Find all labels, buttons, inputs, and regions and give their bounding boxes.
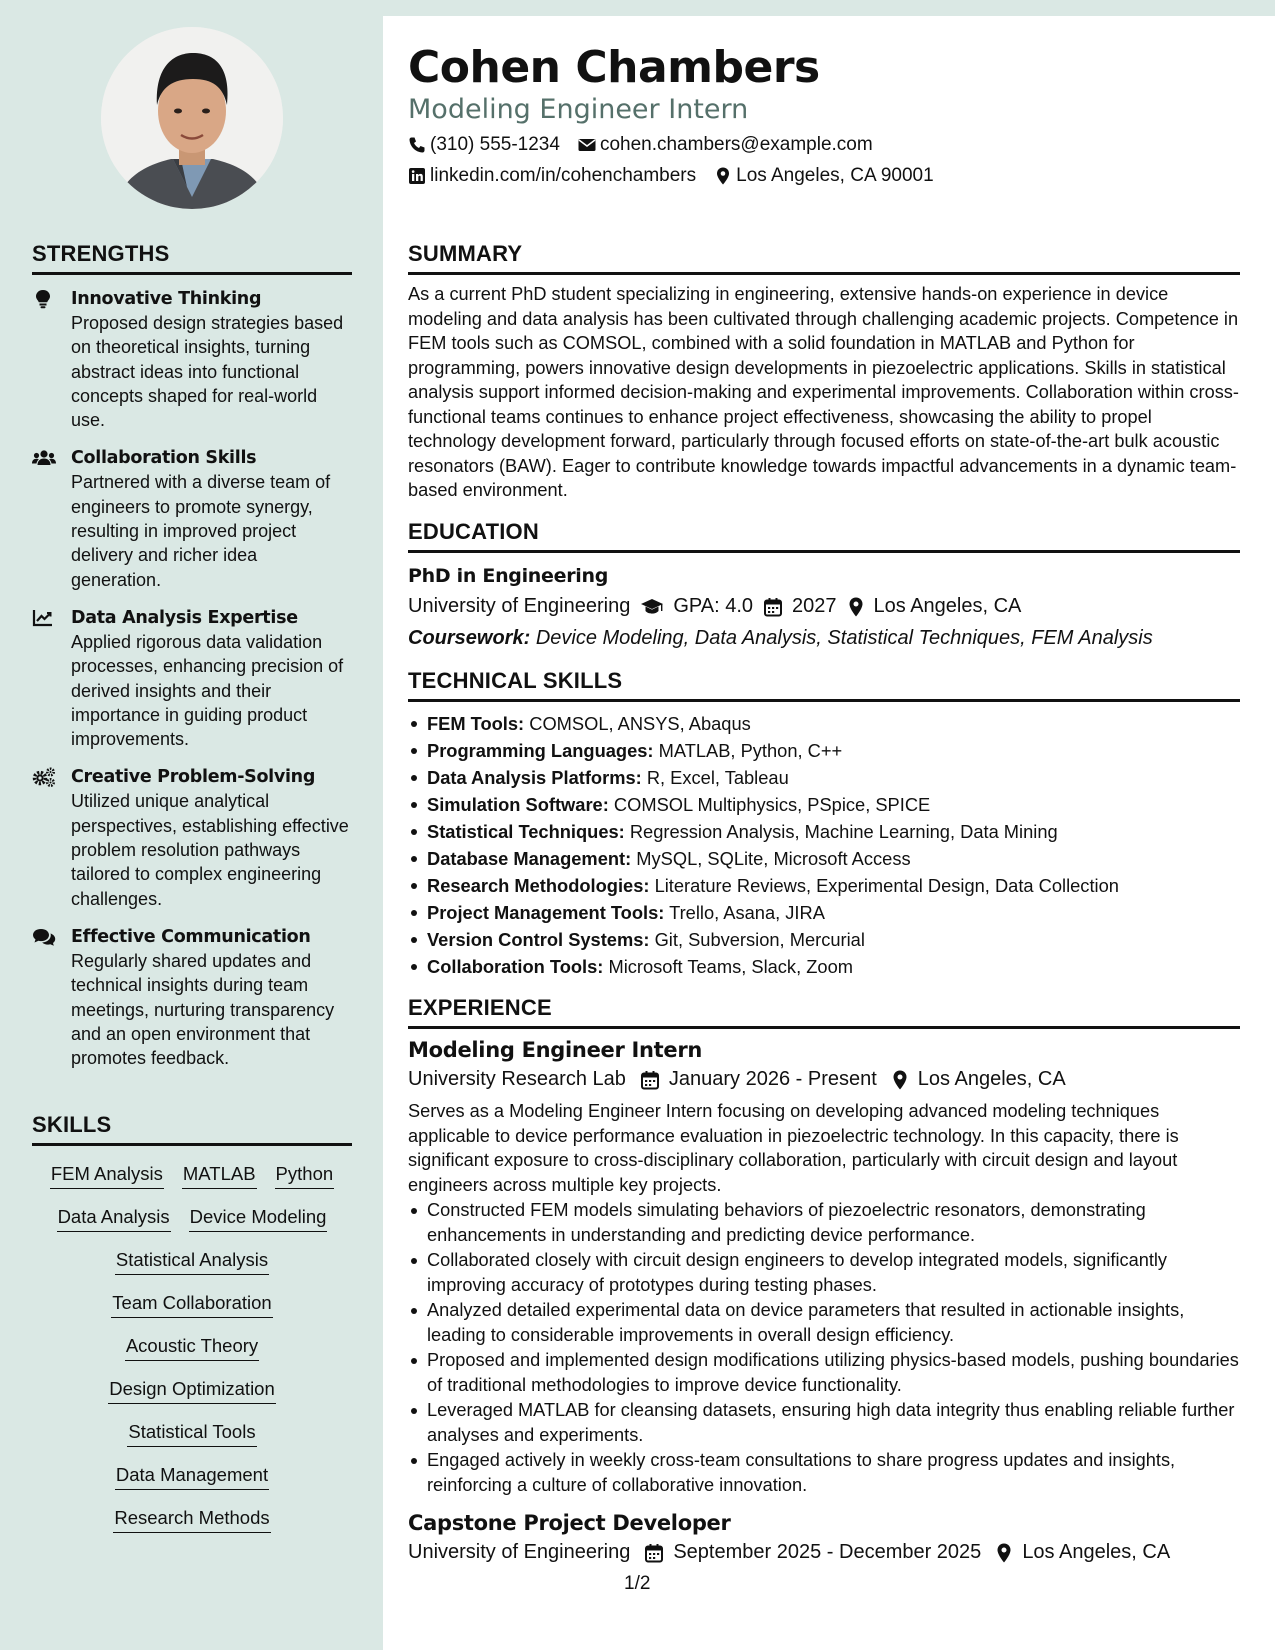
skill-tag: FEM Analysis xyxy=(50,1161,164,1189)
coursework-text: Device Modeling, Data Analysis, Statistical Techniques, FEM Analysis xyxy=(535,627,1153,649)
list-item: Leveraged MATLAB for cleansing datasets, ensuring high data integrity thus enabling reliable further analyses and experiments. xyxy=(408,1398,1240,1447)
graduation-year: 2027 xyxy=(792,595,837,617)
skill-value: Regression Analysis, Machine Learning, Data Mining xyxy=(629,821,1058,842)
linkedin-icon xyxy=(408,167,426,185)
strength-title: Innovative Thinking xyxy=(71,289,262,309)
job-org: University of Engineering xyxy=(408,1541,631,1563)
skill-value: Trello, Asana, JIRA xyxy=(669,902,825,923)
strength-desc: Utilized unique analytical perspectives, establishing effective problem resolution pathways tailored to complex engineering challenges. xyxy=(71,791,349,909)
school-name: University of Engineering xyxy=(408,595,631,617)
strength-desc: Regularly shared updates and technical insights during team meetings, nurturing transparency and an open environment that promotes feedback. xyxy=(71,950,335,1069)
skill-label: Project Management Tools: xyxy=(427,902,665,923)
map-pin-icon xyxy=(714,167,732,185)
education-section xyxy=(408,519,1240,650)
strength-title: Effective Communication xyxy=(71,926,311,947)
strength-desc: Partnered with a diverse team of engineers to promote synergy, resulting in improved project delivery and richer idea generation. xyxy=(71,472,331,590)
list-item xyxy=(408,872,1240,899)
list-item: Proposed and implemented design modifications utilizing physics-based models, pushing boundaries of traditional methodologies to improve device functionality. xyxy=(408,1348,1240,1397)
list-item xyxy=(408,737,1240,764)
technical-skills-heading: TECHNICAL SKILLS xyxy=(408,668,1240,702)
skill-label: Collaboration Tools: xyxy=(427,956,604,977)
skill-value: Microsoft Teams, Slack, Zoom xyxy=(608,956,853,977)
skill-value: COMSOL Multiphysics, PSpice, SPICE xyxy=(613,794,931,815)
skills-list xyxy=(32,1146,352,1533)
strength-item xyxy=(32,446,352,591)
page-number: 1/2 xyxy=(624,1573,651,1594)
strengths-heading: STRENGTHS xyxy=(32,241,352,275)
skill-label: Simulation Software: xyxy=(427,794,609,815)
skill-value: Git, Subversion, Mercurial xyxy=(654,929,865,950)
calendar-icon xyxy=(763,597,783,617)
skill-tag: Research Methods xyxy=(113,1505,270,1533)
degree-title: PhD in Engineering xyxy=(408,565,609,587)
gears-icon xyxy=(32,767,56,787)
list-item xyxy=(408,953,1240,980)
education-meta xyxy=(408,595,1240,618)
location-contact xyxy=(714,165,934,187)
map-pin-icon xyxy=(995,1543,1013,1563)
skill-label: Data Analysis Platforms: xyxy=(427,767,642,788)
technical-skills-section xyxy=(408,668,1240,980)
skill-tag: Device Modeling xyxy=(189,1204,328,1232)
skills-heading: SKILLS xyxy=(32,1112,352,1146)
list-item xyxy=(408,710,1240,737)
list-item: Analyzed detailed experimental data on device parameters that resulted in actionable insights, leading to considerable improvements in overall design efficiency. xyxy=(408,1298,1240,1347)
job-dates: September 2025 - December 2025 xyxy=(673,1541,982,1563)
education-heading: EDUCATION xyxy=(408,519,1240,553)
skill-tag: Data Analysis xyxy=(57,1204,171,1232)
skill-tag: Acoustic Theory xyxy=(125,1333,259,1361)
strength-item xyxy=(32,287,352,432)
users-icon xyxy=(32,448,56,468)
chart-line-icon xyxy=(32,608,56,628)
experience-section xyxy=(408,995,1240,1564)
skill-label: FEM Tools: xyxy=(427,713,525,734)
strength-item xyxy=(32,606,352,751)
top-band xyxy=(383,0,1275,16)
strengths-section xyxy=(32,241,352,1070)
skill-value: COMSOL, ANSYS, Abaqus xyxy=(529,713,751,734)
skill-label: Programming Languages: xyxy=(427,740,654,761)
strength-title: Creative Problem-Solving xyxy=(71,767,316,788)
skill-tag: Design Optimization xyxy=(108,1376,276,1404)
skill-tag: MATLAB xyxy=(182,1161,257,1189)
job-location: Los Angeles, CA xyxy=(1022,1541,1171,1563)
summary-heading: SUMMARY xyxy=(408,241,1240,275)
skill-label: Version Control Systems: xyxy=(427,929,650,950)
calendar-icon xyxy=(640,1070,660,1090)
skill-value: Literature Reviews, Experimental Design, Data Collection xyxy=(654,875,1119,896)
phone-text: (310) 555-1234 xyxy=(430,134,560,155)
map-pin-icon xyxy=(891,1070,909,1090)
strength-item xyxy=(32,765,352,910)
candidate-name: Cohen Chambers xyxy=(408,42,820,93)
skills-section xyxy=(32,1112,352,1533)
skill-tag: Statistical Tools xyxy=(127,1419,256,1447)
list-item xyxy=(408,764,1240,791)
list-item xyxy=(408,926,1240,953)
strength-title: Data Analysis Expertise xyxy=(71,607,298,628)
linkedin-text: linkedin.com/in/cohenchambers xyxy=(430,165,697,186)
gpa-text: GPA: 4.0 xyxy=(673,595,754,617)
strength-desc: Proposed design strategies based on theoretical insights, turning abstract ideas into functional concepts shaped for real-world use. xyxy=(71,313,344,431)
list-item: Constructed FEM models simulating behaviors of piezoelectric resonators, demonstrating enhancements in understanding and predicting device performance. xyxy=(408,1198,1240,1247)
location-text: Los Angeles, CA 90001 xyxy=(736,165,934,186)
skill-label: Research Methodologies: xyxy=(427,875,650,896)
job-meta xyxy=(408,1068,1240,1091)
skill-value: MySQL, SQLite, Microsoft Access xyxy=(636,848,911,869)
job-location: Los Angeles, CA xyxy=(917,1068,1066,1090)
coursework-label: Coursework: xyxy=(408,627,531,649)
skill-tag: Python xyxy=(275,1161,335,1189)
skill-value: MATLAB, Python, C++ xyxy=(658,740,843,761)
job-dates: January 2026 - Present xyxy=(668,1068,877,1090)
list-item xyxy=(408,818,1240,845)
job-org: University Research Lab xyxy=(408,1068,626,1090)
map-pin-icon xyxy=(847,597,865,617)
linkedin-contact[interactable] xyxy=(408,165,696,187)
phone-contact[interactable] xyxy=(408,134,560,156)
job-bullets xyxy=(408,1198,1240,1497)
envelope-icon xyxy=(578,136,596,154)
calendar-icon xyxy=(644,1543,664,1563)
summary-text: As a current PhD student specializing in engineering, extensive hands-on experience in device modeling and data analysis has been cultivated through challenging academic projects. Competence in FEM tools such as COMSOL, combined with a solid foundation in MATLAB and Python for programming, powers innovative design developments in piezoelectric applications. Skills in statistical analysis support informed decision-making and experimental improvements. Collaboration within cross-functional teams continues to enhance project effectiveness, showcasing the ability to propel technology development forward, particularly through focused efforts on state-of-the-art bulk acoustic resonators (BAW). Eager to contribute knowledge towards impactful advancements in a dynamic team-based environment. xyxy=(408,284,1239,500)
candidate-role: Modeling Engineer Intern xyxy=(408,94,749,125)
phone-icon xyxy=(408,136,426,154)
job-title: Capstone Project Developer xyxy=(408,1511,731,1535)
lightbulb-icon xyxy=(32,289,56,309)
job-title: Modeling Engineer Intern xyxy=(408,1038,703,1062)
experience-heading: EXPERIENCE xyxy=(408,995,1240,1029)
contact-row-2 xyxy=(408,165,934,187)
strength-desc: Applied rigorous data validation processes, enhancing precision of derived insights and their importance in guiding product improvements. xyxy=(71,631,344,750)
strength-item xyxy=(32,925,352,1070)
skill-tag: Data Management xyxy=(115,1462,269,1490)
comments-icon xyxy=(32,927,56,947)
email-text: cohen.chambers@example.com xyxy=(599,134,873,155)
job-meta xyxy=(408,1541,1240,1564)
email-contact[interactable] xyxy=(578,134,873,156)
avatar xyxy=(101,27,283,209)
summary-section xyxy=(408,241,1240,503)
skill-label: Statistical Techniques: xyxy=(427,821,625,842)
list-item: Engaged actively in weekly cross-team consultations to share progress updates and insights, reinforcing a culture of collaborative innovation. xyxy=(408,1448,1240,1497)
list-item xyxy=(408,899,1240,926)
coursework-line xyxy=(408,627,1240,650)
skill-value: R, Excel, Tableau xyxy=(646,767,789,788)
skill-tag: Statistical Analysis xyxy=(115,1247,269,1275)
education-location: Los Angeles, CA xyxy=(873,595,1022,617)
technical-skills-list xyxy=(408,710,1240,980)
job-description: Serves as a Modeling Engineer Intern focusing on developing advanced modeling techniques applicable to device performance evaluation in piezoelectric technology. In this capacity, there is significant exposure to cross-disciplinary collaboration, particularly with circuit design and layout engineers across multiple key projects. xyxy=(408,1101,1179,1195)
graduation-cap-icon xyxy=(640,597,664,617)
contact-row xyxy=(408,134,873,156)
skill-label: Database Management: xyxy=(427,848,632,869)
skill-tag: Team Collaboration xyxy=(111,1290,272,1318)
list-item xyxy=(408,791,1240,818)
list-item xyxy=(408,845,1240,872)
list-item: Collaborated closely with circuit design engineers to develop integrated models, significantly improving accuracy of prototypes during testing phases. xyxy=(408,1248,1240,1297)
strength-title: Collaboration Skills xyxy=(71,448,257,469)
